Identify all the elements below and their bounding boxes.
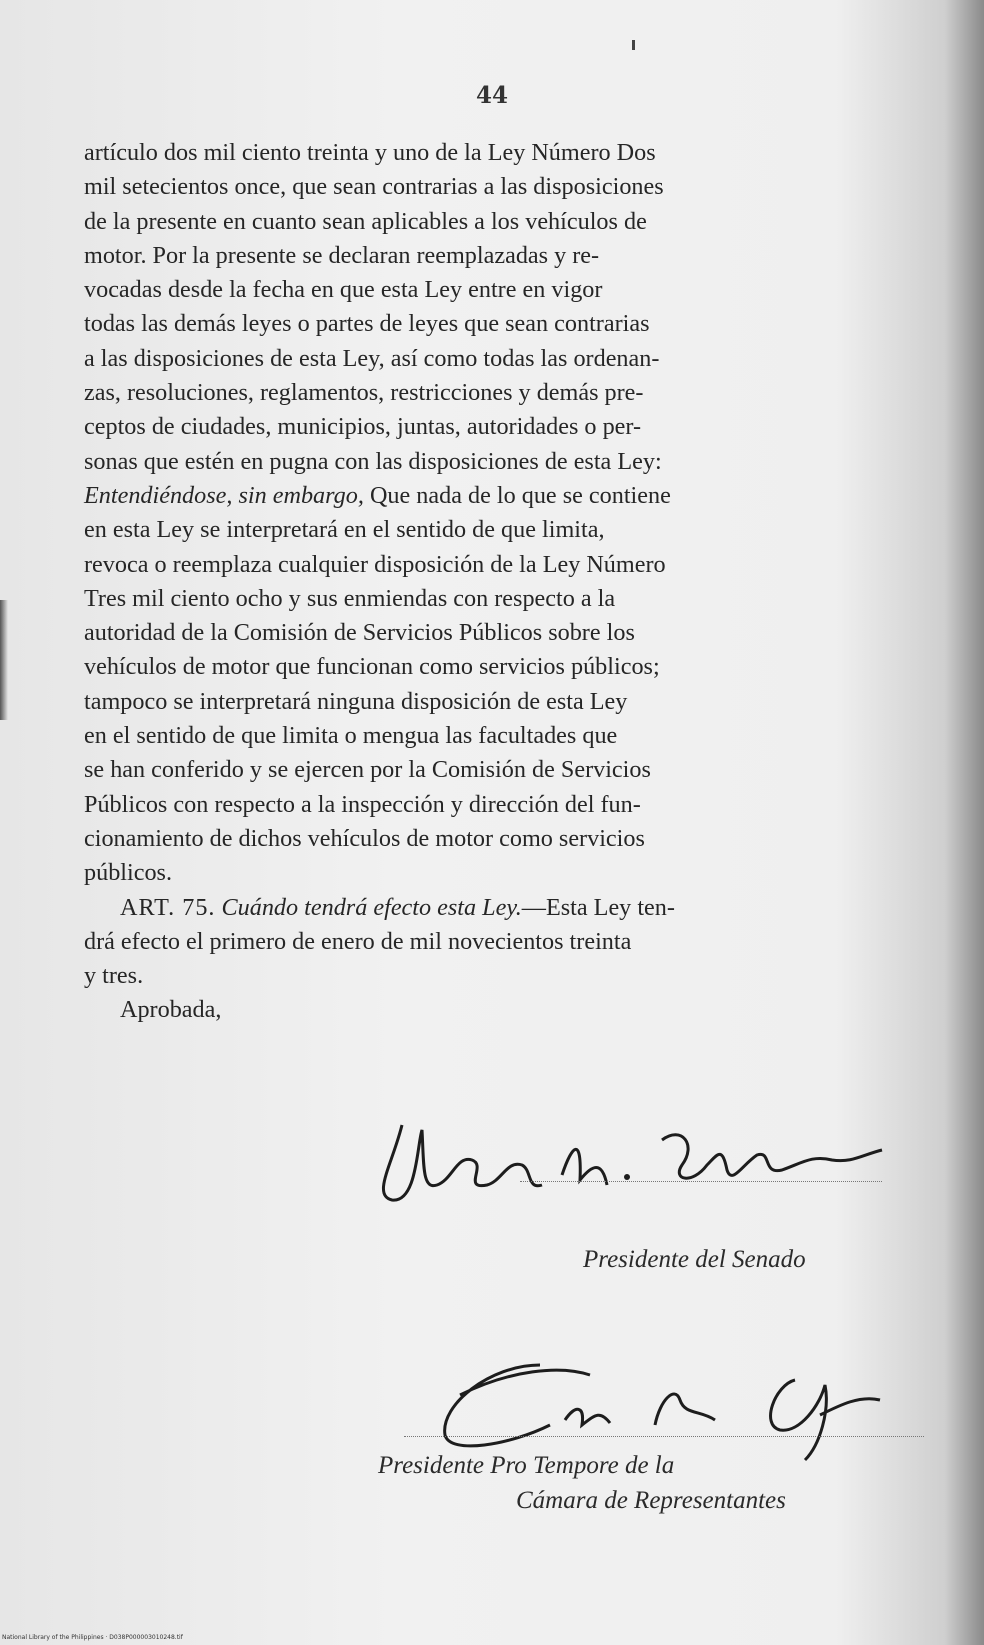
proviso-paragraph-line: públicos. bbox=[84, 859, 173, 887]
body-text bbox=[84, 136, 922, 1028]
proviso-paragraph-line: vehículos de motor que funcionan como servicios públicos; bbox=[84, 653, 660, 681]
article-paragraph bbox=[84, 891, 922, 994]
main-paragraph-line: motor. Por la presente se declaran reemplazadas y re- bbox=[84, 241, 600, 269]
proviso-paragraph-line: se han conferido y se ejercen por la Comisión de Servicios bbox=[84, 756, 651, 784]
article-label: ART. 75. bbox=[120, 893, 216, 921]
proviso-paragraph-line: tampoco se interpretará ninguna disposición de esta Ley bbox=[84, 687, 628, 715]
proviso-paragraph-line: autoridad de la Comisión de Servicios Públicos sobre los bbox=[84, 619, 635, 647]
article-text-first: —Esta Ley ten- bbox=[521, 893, 675, 921]
proviso-paragraph-line: revoca o reemplaza cualquier disposición de la Ley Número bbox=[84, 550, 666, 578]
house-president-signature bbox=[400, 1345, 920, 1465]
binding-shadow bbox=[0, 600, 8, 720]
main-paragraph-line: de la presente en cuanto sean aplicables a los vehículos de bbox=[84, 207, 647, 235]
archive-footer: National Library of the Philippines · D038P000003010248.tif bbox=[2, 1634, 183, 1641]
article-line: y tres. bbox=[84, 962, 144, 990]
main-paragraph-line: ceptos de ciudades, municipios, juntas, autoridades o per- bbox=[84, 413, 642, 441]
main-paragraph-line: artículo dos mil ciento treinta y uno de la Ley Número Dos bbox=[84, 139, 656, 166]
house-signature-line bbox=[404, 1436, 924, 1437]
print-mark bbox=[632, 40, 635, 50]
proviso-italic: Entendiéndose, sin embargo, bbox=[84, 481, 364, 509]
proviso-paragraph-line: Públicos con respecto a la inspección y dirección del fun- bbox=[84, 790, 641, 818]
proviso-paragraph-line: en esta Ley se interpretará en el sentido de que limita, bbox=[84, 516, 605, 544]
main-paragraph-line: a las disposiciones de esta Ley, así como todas las ordenan- bbox=[84, 344, 660, 372]
main-paragraph-line: mil setecientos once, que sean contrarias a las disposiciones bbox=[84, 173, 664, 201]
page-number: 44 bbox=[475, 82, 508, 109]
main-paragraph bbox=[84, 136, 922, 891]
main-paragraph-line: sonas que estén en pugna con las disposiciones de esta Ley: bbox=[84, 447, 662, 475]
senate-president-signature bbox=[362, 1105, 912, 1225]
main-paragraph-line: vocadas desde la fecha en que esta Ley entre en vigor bbox=[84, 276, 603, 304]
senate-president-caption: Presidente del Senado bbox=[583, 1246, 806, 1273]
senate-signature-line bbox=[520, 1181, 882, 1182]
proviso-line bbox=[84, 479, 922, 513]
house-president-caption-1: Presidente Pro Tempore de la bbox=[378, 1452, 675, 1479]
approved-text: Aprobada, bbox=[120, 996, 222, 1024]
article-heading: Cuándo tendrá efecto esta Ley. bbox=[221, 893, 522, 921]
house-president-caption-2: Cámara de Representantes bbox=[516, 1487, 786, 1514]
proviso-paragraph-line: Tres mil ciento ocho y sus enmiendas con respecto a la bbox=[84, 584, 616, 612]
article-first-line bbox=[84, 891, 922, 925]
proviso-paragraph-line: cionamiento de dichos vehículos de motor como servicios bbox=[84, 824, 645, 852]
proviso-rest: Que nada de lo que se contiene bbox=[363, 481, 671, 509]
proviso-paragraph-line: en el sentido de que limita o mengua las facultades que bbox=[84, 722, 618, 750]
main-paragraph-line: zas, resoluciones, reglamentos, restricciones y demás pre- bbox=[84, 379, 644, 407]
main-paragraph-line: todas las demás leyes o partes de leyes que sean contrarias bbox=[84, 310, 650, 338]
article-line: drá efecto el primero de enero de mil novecientos treinta bbox=[84, 927, 632, 955]
